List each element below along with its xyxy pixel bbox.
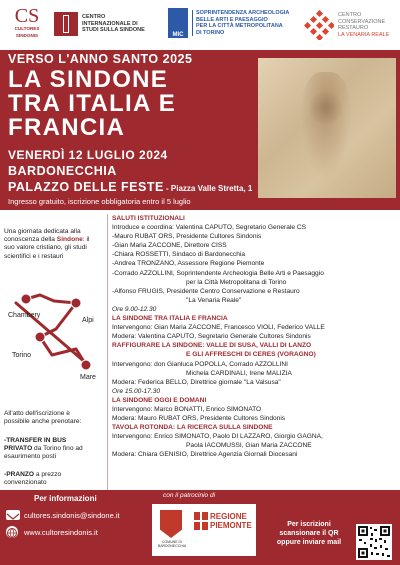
title-line-1: LA SINDONE [8, 66, 169, 93]
footer [0, 490, 400, 565]
intro-text: Una giornata dedicata alla conoscenza della Sindone: il suo valore cristiano, gli studi scientifici e i restauri [4, 228, 90, 260]
program-line: "La Venaria Reale" [186, 296, 242, 304]
title-line-3: FRANCIA [8, 114, 126, 141]
event-city: BARDONECCHIA [8, 164, 117, 178]
comune-crest-icon [160, 510, 182, 538]
map-label-torino: Torino [12, 352, 32, 359]
program-line: LA SINDONE TRA ITALIA E FRANCIA [112, 315, 228, 323]
globe-icon [6, 526, 18, 538]
program-line: E GLI AFFRESCHI DI CERES (VORAGNO) [186, 351, 316, 359]
qr-code[interactable] [356, 524, 392, 560]
program-line: SALUTI ISTITUZIONALI [112, 215, 185, 222]
program-line: TAVOLA ROTONDA: LA RICERCA SULLA SINDONE [112, 424, 273, 432]
mail-icon [6, 510, 20, 520]
regione-flag-icon [194, 512, 208, 530]
program-line: Modera: Mauro RUBAT ORS, Presidente Cultores Sindonis [112, 415, 286, 423]
info-title: Per informazioni [34, 494, 97, 503]
register-text: Per iscrizioni scansionare il QR oppure inviare mail [276, 521, 342, 546]
program-list [112, 214, 398, 460]
program-line: LA SINDONE OGGI E DOMANI [112, 396, 207, 404]
program-line: Intervengono: Marco BONATTI, Enrico SIMONATO [112, 405, 262, 413]
map-label-alpi: Alpi [82, 317, 94, 324]
map-label-mare: Mare [80, 374, 96, 381]
program-line: -Corrado AZZOLLINI, Soprintendente Archeologia Belle Arti e Paesaggio [112, 269, 324, 277]
program-line: Modera: Chiara GENISIO, Direttrice Agenzia Giornali Diocesani [112, 451, 298, 459]
patron-logos [152, 504, 256, 556]
pin-mare [81, 360, 91, 370]
program-line: Introduce e coordina: Valentina CAPUTO, Segretario Generale CS [112, 224, 307, 232]
venaria-logo: CENTRO CONSERVAZIONE RESTAURO LA VENARIA REALE [304, 10, 389, 40]
ciss-logo: CENTRO INTERNAZIONALE DI STUDI SULLA SINDONE [54, 12, 145, 36]
map-pins [4, 285, 104, 385]
program-line: Ore 15.00-17.30 [112, 387, 161, 395]
program-line: -Gian Maria ZACCONE, Direttore CISS [112, 242, 227, 250]
event-date: VENERDÌ 12 LUGLIO 2024 [8, 148, 168, 162]
booking-note: All'atto dell'iscrizione è possibile anche prenotare: [4, 410, 82, 426]
program-line: Intervengono: don Gianluca POPOLLA, Corrado AZZOLLINI [112, 360, 288, 368]
cultores-sindonis-logo: CS CULTORES SINDONIS [14, 5, 40, 38]
program-line: Modera: Valentina CAPUTO, Segretario Generale Cultores Sindonis [112, 333, 311, 341]
pin-chambery [21, 294, 31, 304]
program-line: -Alfonso FRUGIS, Presidente Centro Conservazione e Restauro [112, 287, 300, 295]
program-line: -Andrea TRONZANO, Assessore Regione Piemonte [112, 260, 265, 268]
program-line: Michela CARDINALI, Irene MALIZIA [186, 369, 292, 377]
title-line-2: TRA ITALIA E [8, 90, 177, 117]
logo-strip [0, 0, 400, 50]
program-line: Intervengono: Gian Maria ZACCONE, Francesco VIOLI, Federico VALLE [112, 324, 325, 332]
event-venue: PALAZZO DELLE FESTE - Piazza Valle Stretta, 1 [8, 180, 253, 194]
comune-label: COMUNE DI BARDONECCHIA [157, 540, 187, 548]
patron-label: con il patrocinio di [163, 492, 216, 499]
program-line: per la Città Metropolitana di Torino [186, 278, 287, 286]
lunch-option: -PRANZO a prezzo convenzionato [4, 471, 62, 487]
program-line: Intervengono: Enrico SIMONATO, Paolo DI LAZZARO, Giorgio GAGNA, [112, 433, 323, 441]
program-line: -Chiara ROSSETTI, Sindaco di Bardonecchia [112, 251, 246, 259]
pretitle: VERSO L'ANNO SANTO 2025 [8, 52, 193, 66]
pin-torino [35, 332, 45, 342]
contact-email[interactable]: cultores.sindonis@sindone.it [24, 511, 120, 520]
bus-option: -TRANSFER IN BUS PRIVATO da Torino fino ad esaurimento posti [4, 437, 83, 461]
mic-logo: MIC SOPRINTENDENZA ARCHEOLOGIA BELLE ARTI E PAESAGGIO PER LA CITTÀ METROPOLITANA DI TORINO [168, 8, 289, 38]
program-line: -Mauro RUBAT ORS, Presidente Cultores Sindonis [112, 233, 262, 241]
program-line: Paola IACOMUSSI, Gian Maria ZACCONE [186, 442, 312, 450]
program-line: Ore 9.00-12.30 [112, 305, 157, 313]
entry-note: Ingresso gratuito, iscrizione obbligatoria entro il 5 luglio [8, 197, 191, 206]
regione-label: REGIONE PIEMONTE [210, 512, 252, 530]
shroud-image [258, 58, 396, 198]
hero-banner [0, 50, 400, 210]
program-line: RAFFIGURARE LA SINDONE: VALLE DI SUSA, VALLI DI LANZO [112, 342, 312, 350]
website-link[interactable]: www.cultoresindonis.it [24, 528, 98, 537]
map-label-chambery: Chambery [8, 312, 41, 319]
program-line: Modera: Federica BELLO, Direttrice giornale "La Valsusa" [112, 378, 281, 386]
pin-alpi [71, 298, 81, 308]
